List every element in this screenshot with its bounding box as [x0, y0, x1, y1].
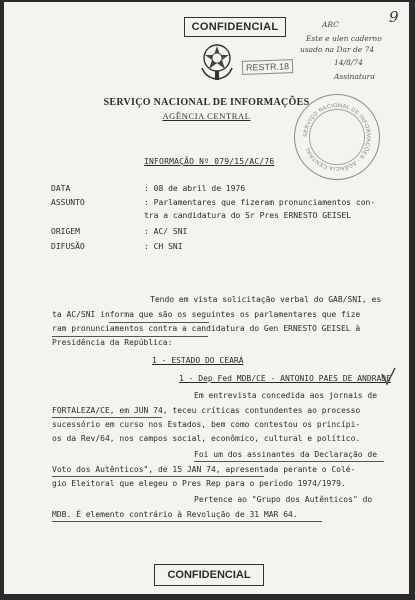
agency-subtitle: AGÊNCIA CENTRAL — [162, 111, 251, 121]
body-line: Presidência da República: — [52, 338, 173, 347]
body-line: Tendo em vista solicitação verbal do GAB/SNI, es — [150, 295, 382, 304]
handwritten-note-2: Este e ulen caderno — [306, 34, 382, 43]
handwritten-note-5: Assinatura — [334, 72, 375, 81]
margin-check-mark — [379, 366, 399, 388]
body-line: MDB. É elemento contrário à Revolução de 31 MAR 64. — [52, 510, 298, 519]
body-line: ta AC/SNI informa que são os seguintes os parlamentares que fize — [52, 310, 361, 319]
handwritten-note-4: 14/8/74 — [334, 58, 363, 67]
seal-text: SERVIÇO NACIONAL DE INFORMAÇÕES · AGÊNCIA CENTRAL — [302, 102, 372, 172]
field-value-assunto: : Parlamentares que fizeram pronunciamentos con- — [144, 198, 376, 207]
document-page — [4, 2, 409, 594]
body-line: Pertence ao "Grupo dos Autênticos" do — [194, 495, 373, 504]
coat-of-arms-emblem — [196, 38, 238, 82]
body-line: Em entrevista concedida aos jornais de — [194, 391, 378, 400]
agency-round-seal — [294, 94, 380, 180]
page-number: 9 — [389, 8, 399, 26]
body-line: FORTALEZA/CE, em JUN 74, teceu críticas contundentes ao processo — [52, 406, 361, 415]
field-value-difusao: : CH SNI — [144, 242, 183, 251]
field-value-assunto-cont: tra a candidatura do Sr Pres ERNESTO GEISEL — [144, 211, 352, 220]
information-number: INFORMAÇÃO Nº 079/15/AC/76 — [144, 157, 275, 166]
body-line: sucessório em curso nos Estados, bem como contestou os princípi- — [52, 420, 361, 429]
item-heading: 1 - Dep Fed MDB/CE - ANTONIO PAES DE ANDRADE — [179, 374, 391, 383]
field-label-assunto: ASSUNTO — [51, 198, 85, 207]
body-line: ram pronunciamentos contra a candidatura do Gen ERNESTO GEISEL à — [52, 324, 361, 333]
agency-title: SERVIÇO NACIONAL DE INFORMAÇÕES — [103, 97, 310, 108]
field-label-difusao: DIFUSÃO — [51, 242, 85, 251]
body-line: Foi um dos assinantes da Declaração de — [194, 450, 378, 459]
margin-code-stamp: RESTR.18 — [242, 59, 293, 75]
confidential-stamp-top: CONFIDENCIAL — [184, 17, 286, 37]
field-label-origem: ORIGEM — [51, 227, 80, 236]
svg-text:SERVIÇO NACIONAL DE INFORMAÇÕE — [303, 103, 371, 172]
handwritten-note-3: usado na Dar de 74 — [300, 45, 375, 54]
body-line: gio Eleitoral que elegeu o Pres Rep para o período 1974/1979. — [52, 479, 346, 488]
field-value-origem: : AC/ SNI — [144, 227, 188, 236]
body-line: Voto dos Autênticos", de 15 JAN 74, apresentada perante o Colé- — [52, 465, 356, 474]
handwritten-note-1: ARC — [322, 20, 339, 29]
confidential-stamp-bottom: CONFIDENCIAL — [154, 564, 264, 586]
field-label-data: DATA — [51, 184, 71, 193]
section-heading: 1 - ESTADO DO CEARÁ — [152, 356, 244, 365]
body-line: os da Rev/64, nos campos social, econômico, cultural e político. — [52, 434, 361, 443]
field-value-data: : 08 de abril de 1976 — [144, 184, 246, 193]
